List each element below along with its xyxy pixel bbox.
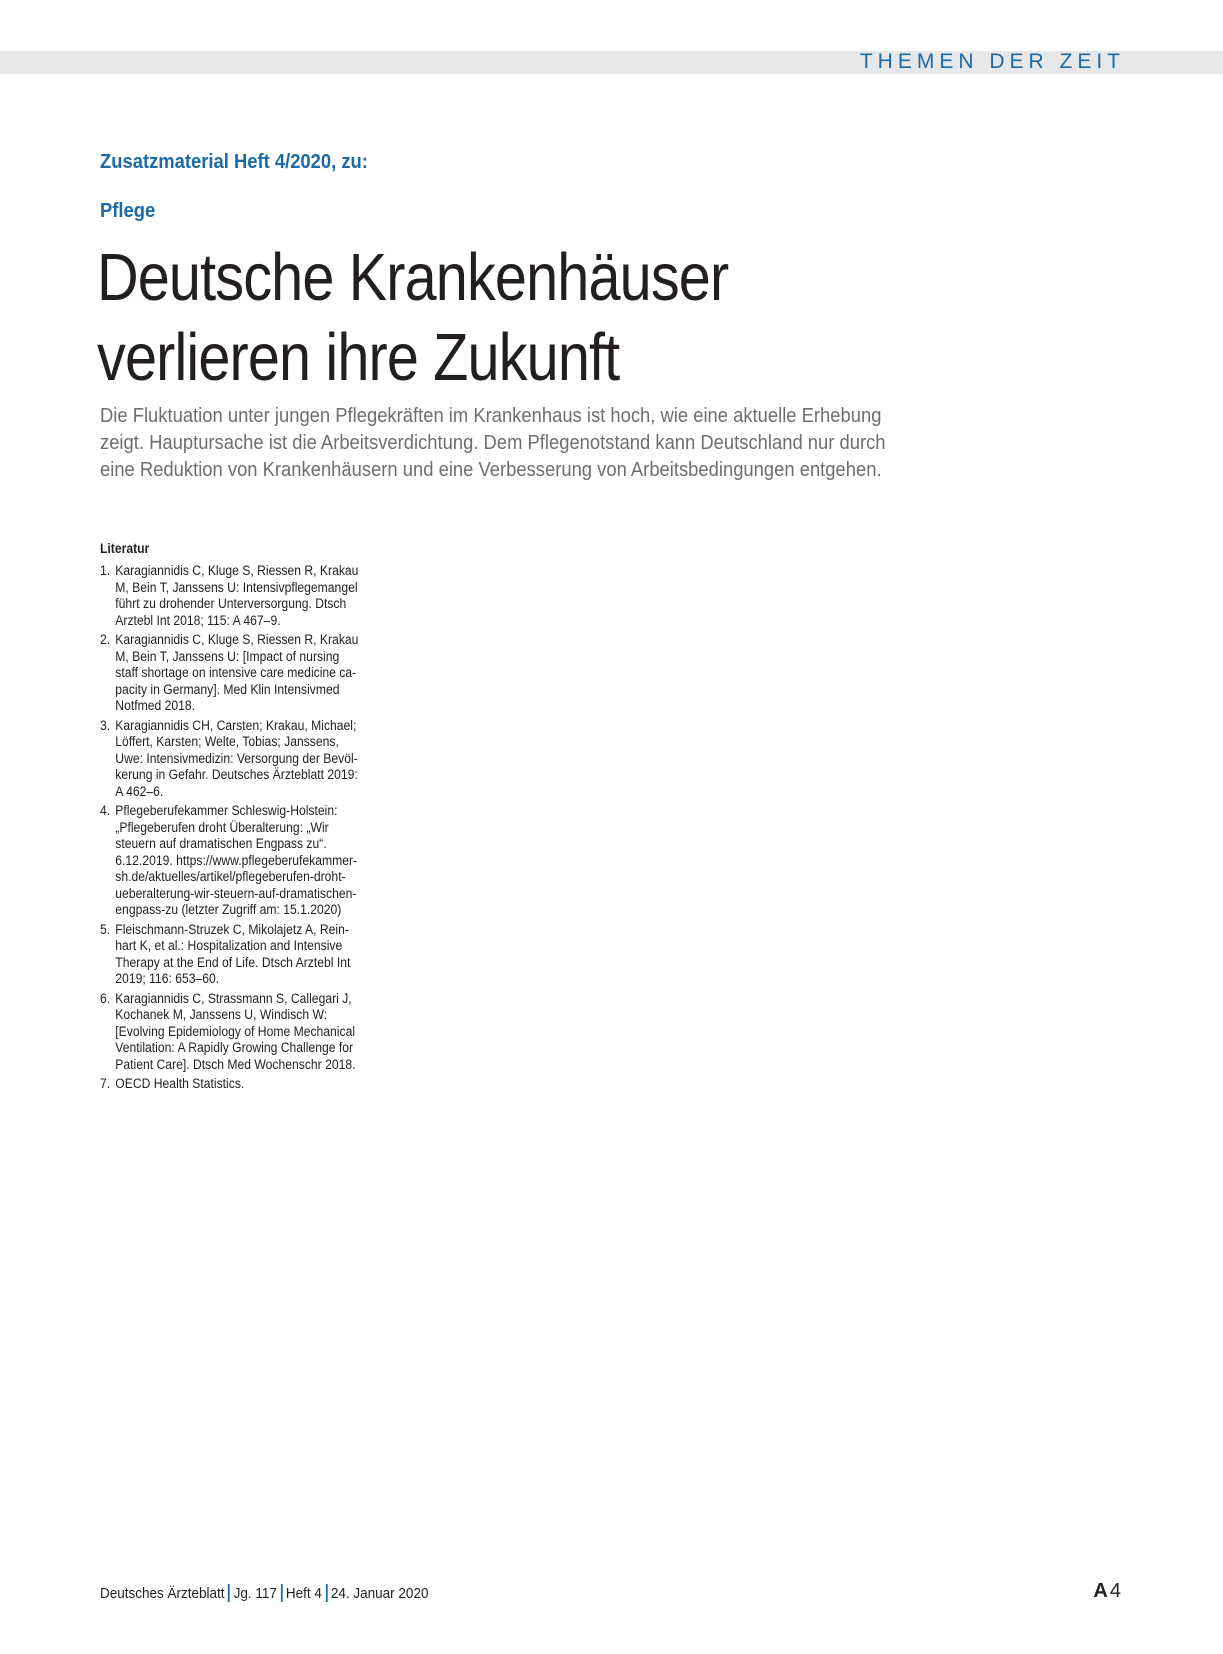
reference-number: 1. [100, 563, 111, 578]
reference-line: Ventilation: A Rapidly Growing Challenge for [115, 1040, 354, 1055]
reference-line: Fleischmann-Struzek C, Mikolajetz A, Rein- [115, 921, 349, 937]
reference-line: kerung in Gefahr. Deutsches Ärzteblatt 2019: [115, 767, 358, 782]
reference-number: 3. [100, 717, 111, 733]
page-number-value: 4 [1109, 1580, 1121, 1602]
reference-item [100, 718, 374, 801]
section-label: THEMEN DER ZEIT [859, 50, 1125, 73]
reference-line: Uwe: Intensivmedizin: Versorgung der Bevöl- [115, 750, 358, 766]
reference-line: A 462–6. [115, 783, 164, 799]
reference-line: „Pflegeberufen droht Überalterung: „Wir [115, 819, 329, 835]
literature-heading: Literatur [100, 541, 150, 556]
article-title-line: Deutsche Krankenhäuser [97, 240, 729, 315]
page-prefix: A [1093, 1580, 1108, 1602]
article-title [97, 238, 728, 398]
reference-item [100, 632, 374, 715]
reference-line: [Evolving Epidemiology of Home Mechanical [115, 1023, 356, 1039]
reference-line: engpass-zu (letzter Zugriff am: 15.1.2020) [115, 902, 342, 917]
journal-volume: Jg. 117 [233, 1585, 277, 1602]
reference-line: Therapy at the End of Life. Dtsch Arztebl Int [115, 954, 351, 970]
reference-line: Arztebl Int 2018; 115: A 467–9. [115, 612, 281, 628]
reference-line: OECD Health Statistics. [115, 1076, 245, 1091]
reference-number: 4. [100, 803, 111, 818]
footer-separator [280, 1584, 282, 1602]
page-number [1093, 1580, 1121, 1603]
lead-line: zeigt. Hauptursache ist die Arbeitsverdichtung. Dem Pflegenotstand kann Deutschland nur durch [100, 432, 886, 454]
reference-line: Karagiannidis C, Strassmann S, Callegari J, [115, 990, 352, 1006]
reference-line: 6.12.2019. https://www.pflegeberufekammer- [115, 852, 358, 868]
footer-separator [325, 1584, 327, 1602]
lead-line: Die Fluktuation unter jungen Pflegekräften im Krankenhaus ist hoch, wie eine aktuelle Erhebung [100, 405, 882, 427]
reference-line: 2019; 116: 653–60. [115, 971, 220, 986]
article-kicker: Pflege [100, 200, 156, 222]
reference-line: ueberalterung-wir-steuern-auf-dramatischen- [115, 885, 357, 901]
reference-line: Karagiannidis CH, Carsten; Krakau, Michael; [115, 717, 357, 733]
reference-line: hart K, et al.: Hospitalization and Intensive [115, 938, 343, 953]
reference-item [100, 991, 374, 1074]
reference-line: Karagiannidis C, Kluge S, Riessen R, Krakau [115, 632, 359, 647]
journal-issue: Heft 4 [285, 1585, 322, 1602]
reference-line: steuern auf dramatischen Engpass zu“. [115, 836, 327, 851]
reference-line: M, Bein T, Janssens U: [Impact of nursing [115, 648, 340, 664]
reference-line: Kochanek M, Janssens U, Windisch W: [115, 1007, 328, 1022]
reference-list [100, 563, 374, 1096]
page-footer [100, 1584, 428, 1602]
lead-line: eine Reduktion von Krankenhäusern und eine Verbesserung von Arbeitsbedingungen entgehen. [100, 459, 882, 481]
reference-line: pacity in Germany]. Med Klin Intensivmed [115, 681, 340, 697]
reference-line: Notfmed 2018. [115, 698, 196, 713]
reference-line: Karagiannidis C, Kluge S, Riessen R, Krakau [115, 563, 359, 578]
reference-line: Löffert, Karsten; Welte, Tobias; Janssens, [115, 734, 339, 749]
journal-date: 24. Januar 2020 [330, 1585, 429, 1602]
reference-line: Patient Care]. Dtsch Med Wochenschr 2018. [115, 1056, 356, 1072]
article-lead [100, 403, 946, 484]
footer-separator [228, 1584, 230, 1602]
supplement-note: Zusatzmaterial Heft 4/2020, zu: [100, 151, 368, 173]
reference-line: staff shortage on intensive care medicine ca- [115, 665, 357, 680]
reference-number: 2. [100, 632, 111, 647]
article-title-line: verlieren ihre Zukunft [97, 320, 620, 395]
reference-item [100, 922, 374, 988]
reference-number: 6. [100, 990, 111, 1006]
reference-number: 5. [100, 921, 111, 937]
reference-line: sh.de/aktuelles/artikel/pflegeberufen-droht- [115, 869, 346, 884]
reference-line: M, Bein T, Janssens U: Intensivpflegemangel [115, 579, 358, 595]
reference-item [100, 803, 374, 919]
reference-line: Pflegeberufekammer Schleswig-Holstein: [115, 803, 338, 818]
reference-number: 7. [100, 1076, 111, 1091]
reference-item [100, 563, 374, 629]
reference-item [100, 1076, 374, 1093]
reference-line: führt zu drohender Unterversorgung. Dtsch [115, 596, 347, 611]
journal-name: Deutsches Ärzteblatt [100, 1585, 225, 1602]
